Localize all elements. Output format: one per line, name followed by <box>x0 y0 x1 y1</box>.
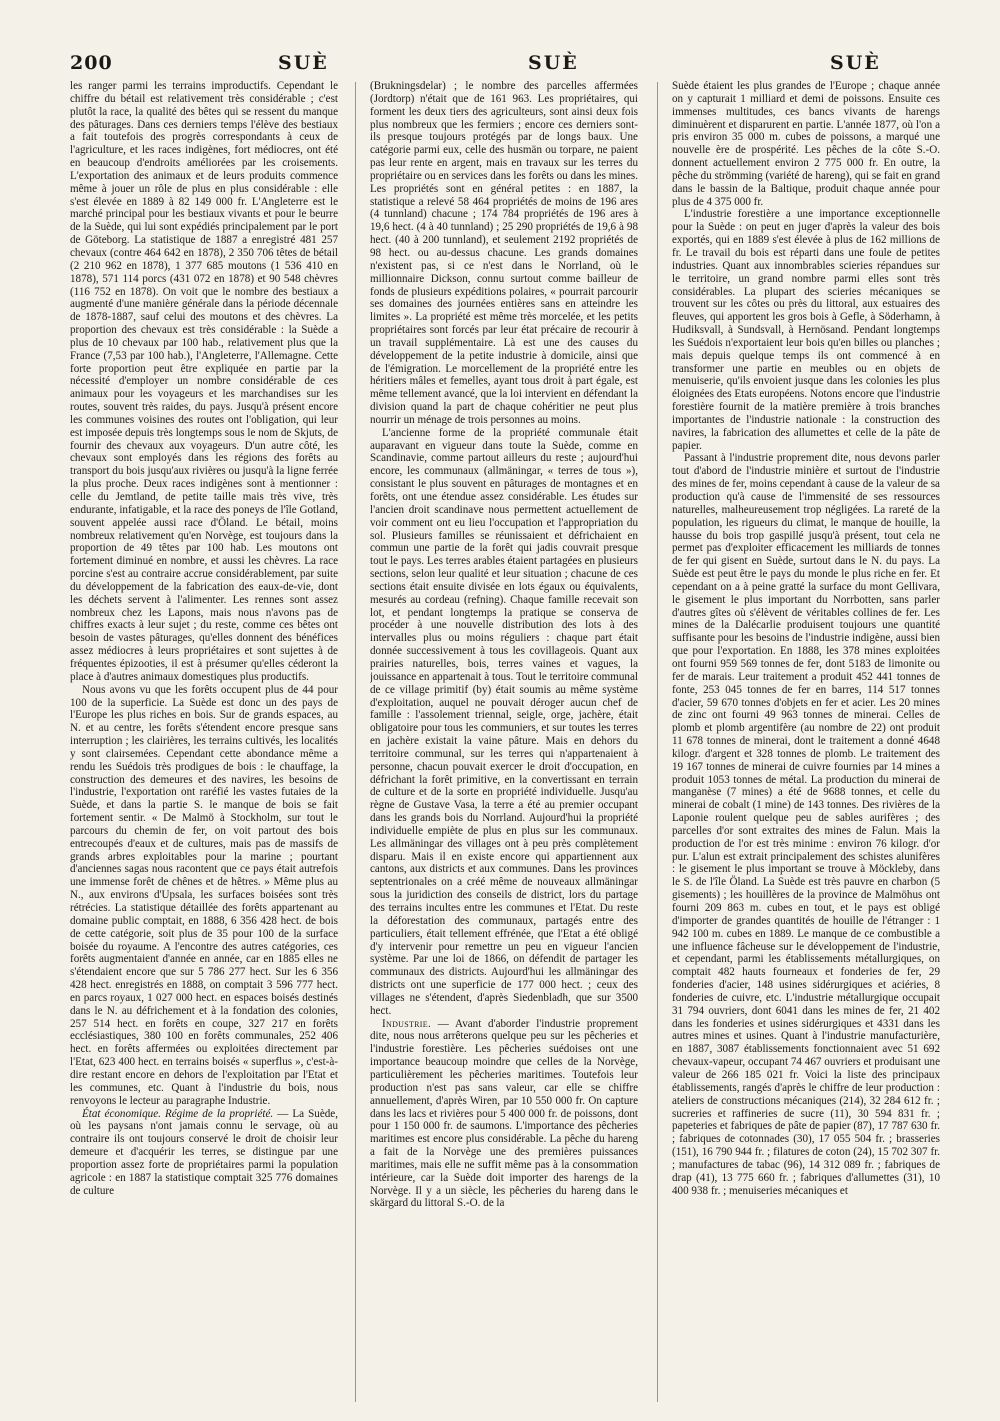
section-paragraph <box>370 1018 638 1211</box>
paragraph: Passant à l'industrie proprement dite, nous devons parler tout d'abord de l'industrie minière et surtout de l'industrie des mines de fer, moins cependant à cause de la valeur de sa production qu'à cause de l'immensité de ses ressources naturelles, malheureusement trop négligées. La rareté de la population, les rigueurs du climat, le manque de houille, la hausse du bois trop gaspillé jusqu'à présent, tout cela ne permet pas d'exploiter efficacement les milliards de tonnes de fer qui gisent en Suède, surtout dans le N. du pays. La Suède est peut être le pays du monde le plus riche en fer. Et cependant on a à peine gratté la surface du mont Gellivara, le gisement le plus important du Norrbotten, sans parler d'autres gîtes où s'élèvent de véritables collines de fer. Les mines de la Dalécarlie produisent toujours une quantité suffisante pour les besoins de l'industrie indigène, aussi bien que pour l'exportation. En 1888, les 378 mines exploitées ont fourni 959 569 tonnes de fer, dont 5183 de limonite ou fer de marais. Leur traitement a produit 452 441 tonnes de fonte, 253 045 tonnes de fer en barres, 114 517 tonnes d'acier, 59 670 tonnes d'objets en fer et acier. Les 20 mines de zinc ont fourni 49 963 tonnes de minerai. Celles de plomb et plomb argentifère (au nombre de 22) ont produit 11 678 tonnes de minerai, dont le traitement a donné 4648 kilogr. d'argent et 328 tonnes de plomb. Le traitement des 19 167 tonnes de minerai de cuivre fournies par 14 mines a produit 1053 tonnes de métal. La production du minerai de manganèse (7 mines) a été de 9688 tonnes, et celle du minerai de cobalt (1 mine) de 143 tonnes. Des rivières de la Laponie roulent quelque peu de sables aurifères ; des parcelles d'or sont extraites des mines de Falun. Mais la production de l'or est très minime : environ 76 kilogr. d'or pur. L'alun est extrait principalement des schistes alunifères : le gisement le plus important se trouve à Möckleby, dans le S. de l'île Öland. La Suède est très pauvre en charbon (5 gisements) ; les houillères de la province de Malmöhus ont fourni 209 863 m. cubes en tout, et le pays est obligé d'importer de grandes quantités de houille de l'étranger : 1 942 100 m. cubes en 1889. Le manque de ce combustible a une influence fâcheuse sur le développement de l'industrie, et cependant, parmi les établissements métallurgiques, on comptait 482 hauts fourneaux et fonderies de fer, 29 fonderies d'acier, 148 usines sidérurgiques et aciéries, 8 fonderies de cuivre, etc. L'industrie métallurgique occupait 31 794 ouvriers, dont 6041 dans les mines de fer, 21 402 dans les fonderies et usines sidérurgiques et 4331 dans les autres mines et usines. Quant à l'industrie manufacturière, en 1887, 3087 établissements fonctionnaient avec 51 692 chevaux-vapeur, occupant 74 467 ouvriers et produisant une valeur de 266 185 021 fr. Voici la liste des principaux établissements, rangés d'après le chiffre de leur production : ateliers de constructions mécaniques (214), 32 284 612 fr. ; sucreries et raffineries de sucre (11), 30 594 831 fr. ; papeteries et fabriques de pâte de papier (87), 17 787 630 fr. ; fabriques de cotonnades (30), 17 055 504 fr. ; brasseries (151), 16 790 944 fr. ; filatures de coton (24), 15 702 307 fr. ; manufactures de tabac (96), 14 312 089 fr. ; fabriques de drap (41), 13 775 660 fr. ; fabriques d'allumettes (31), 10 400 938 fr. ; menuiseries mécaniques et <box>672 452 940 1197</box>
section-heading: État économique. Régime de la propriété. <box>82 1107 274 1120</box>
paragraph: Nous avons vu que les forêts occupent plus de 44 pour 100 de la superficie. La Suède est donc un des pays de l'Europe les plus riches en bois. Sur de grands espaces, au N. et au centre, les forêts s'étendent encore presque sans interruption ; les clairières, les terrains cultivés, les localités y sont clairsemées. Cependant cette abondance même a rendu les Suédois très prodigues de bois : le chauffage, la construction des demeures et des navires, les besoins de l'industrie, l'exportation ont raréfié les vastes futaies de la Suède, et dans la partie S. le manque de bois se fait fortement sentir. « De Malmö à Stockholm, sur tout le parcours du chemin de fer, on voit partout des bois entrecoupés d'eaux et de cultures, mais pas de massifs de grands arbres exploitables pour la marine ; pourtant d'anciennes sagas nous racontent que ce pays était autrefois une immense forêt de chênes et de hêtres. » Même plus au N., aux environs d'Upsala, les surfaces boisées sont très rétrécies. La statistique détaillée des forêts appartenant au domaine public comptait, en 1888, 6 356 428 hect. de bois de cette catégorie, soit plus de 35 pour 100 de la surface boisée du royaume. A l'encontre des autres catégories, ces forêts augmentaient d'année en année, car en 1885 elles ne s'étendaient encore que sur 5 786 277 hect. Sur les 6 356 428 hect. enregistrés en 1888, on comptait 3 596 777 hect. en parcs royaux, 1 027 000 hect. en espaces boisés destinés dans le N. au défrichement et à la fondation des colonies, 257 514 hect. en forêts en coupe, 327 217 en forêts ecclésiastiques, 380 100 en forêts communales, 252 406 hect. en forêts affermées ou exploitées directement par l'Etat, 623 400 hect. en terrains boisés « superflus », c'est-à-dire restant encore en dehors de l'exploitation par l'Etat et les communes, etc. Quant à l'industrie du bois, nous renvoyons le lecteur au paragraphe Industrie. <box>70 683 338 1107</box>
text-columns <box>70 80 945 1405</box>
page-number: 200 <box>70 52 113 74</box>
section-paragraph <box>70 1108 338 1198</box>
paragraph: Suède étaient les plus grandes de l'Europe ; chaque année on y capturait 1 milliard et demi de poissons. Ensuite ces immenses multitudes, ces bancs vivants de harengs diminuèrent et disparurent en partie. L'année 1877, où l'on a pris environ 35 000 m. cubes de poissons, a marqué une nouvelle ère de prospérité. Les pêches de la côte S.-O. donnent actuellement environ 2 775 000 fr. En outre, la pêche du strömming (variété de hareng), qui se fait en grand dans le bassin de la Baltique, produit chaque année pour plus de 4 375 000 fr. <box>672 80 940 208</box>
paragraph-text: — La Suède, où les paysans n'ont jamais connu le servage, où au contraire ils ont toujours conservé le droit de choisir leur demeure et d'acquérir les terres, se distingue par une proportion assez forte de propriétaires parmi la population agricole : en 1887 la statistique comptait 325 776 domaines de culture <box>70 1107 338 1197</box>
section-heading: Industrie. <box>382 1017 432 1030</box>
column-1 <box>70 80 338 1405</box>
paragraph: les ranger parmi les terrains improductifs. Cependant le chiffre du bétail est relativement très considérable ; c'est plutôt la race, la qualité des bêtes qui se ressent du manque des pâturages. Dans ces derniers temps l'élève des bestiaux a fait toutefois des progrès correspondants à ceux de l'agriculture, et les races indigènes, fort médiocres, ont été en beaucoup d'endroits améliorées par les croisements. L'exportation des animaux et de leurs produits commence même à jouer un rôle de plus en plus considérable : elle s'est élevée en 1889 à 82 149 000 fr. L'Angleterre est le marché principal pour les bestiaux vivants et pour le beurre de la Suède, qui lui sont expédiés principalement par le port de Göteborg. La statistique de 1887 a enregistré 481 257 chevaux (contre 464 642 en 1878), 2 350 706 têtes de bétail (2 210 962 en 1878), 1 377 685 moutons (1 536 410 en 1878), 571 114 porcs (431 072 en 1878) et 90 548 chèvres (116 752 en 1878). On voit que le nombre des bestiaux a augmenté d'une manière générale dans la période décennale de 1878-1887, sauf celui des moutons et des chèvres. La proportion des chevaux est très considérable : la Suède a plus de 10 chevaux par 100 hab., relativement plus que la France (7,53 par 100 hab.), l'Angleterre, l'Allemagne. Cette forte proportion peut être expliquée en partie par la nécessité d'employer un nombre considérable de ces animaux pour les voyageurs et les marchandises sur les routes, souvent très raides, du pays. Jusqu'à présent encore les communes voisines des routes ont l'obligation, qui leur est imposée depuis très longtemps sous le nom de Skjuts, de fournir des chevaux aux voyageurs. D'un autre côté, les chevaux sont employés dans les régions des forêts au transport du bois jusqu'aux rivières ou jusqu'à la ligne ferrée la plus proche. Deux races indigènes sont à mentionner : celle du Jemtland, de petite taille mais très vive, très endurante, infatigable, et la race des poneys de l'île Gotland, souvent appelée aussi race d'Öland. Le bétail, moins nombreux relativement qu'en Norvège, est toujours dans la proportion de 49 têtes par 100 hab. Les moutons ont fortement diminué en nombre, et aussi les chèvres. La race porcine s'est au contraire accrue considérablement, par suite du développement de la fabrication des eaux-de-vie, dont les déchets servent à l'alimenter. Les rennes sont assez nombreux chez les Lapons, mais nous n'avons pas de chiffres exacts à leur sujet ; du reste, comme ces bêtes ont besoin de vastes pâturages, qu'elles donnent des bénéfices assez médiocres à leurs propriétaires et sont sujettes à de fréquentes épizooties, il est à présumer qu'elles céderont la place à d'autres animaux domestiques plus productifs. <box>70 80 338 683</box>
paragraph-text: — Avant d'aborder l'industrie proprement dite, nous nous arrêterons quelque peu sur les pêcheries et l'industrie forestière. Les pêcheries suédoises ont une importance beaucoup moindre que celles de la Norvège, particulièrement les pêcheries maritimes. Toutefois leur production n'est pas sans valeur, car elle se chiffre annuellement, d'après Wiren, par 10 550 000 fr. On capture dans les lacs et rivières pour 5 400 000 fr. de poissons, dont pour 1 150 000 fr. de saumons. L'importance des pêcheries maritimes est encore plus considérable. La pêche du hareng a fait de la Norvège une des premières puissances maritimes, mais elle ne suffit même pas à la consommation intérieure, car la Suède doit importer des harengs de la Norvège. Il y a un siècle, les pêcheries du hareng dans le skärgard du littoral S.-O. de la <box>370 1017 638 1210</box>
running-head-center: SUÈ <box>528 52 579 74</box>
running-head-left: SUÈ <box>278 52 329 74</box>
column-2 <box>370 80 638 1405</box>
running-head-right: SUÈ <box>830 52 881 74</box>
paragraph: L'ancienne forme de la propriété communale était auparavant en vigueur dans toute la Suède, comme en Scandinavie, comme partout ailleurs du reste ; aujourd'hui encore, les communaux (allmäningar, « terres de tous »), consistant le plus souvent en pâturages de montagnes et en forêts, ont une étendue assez considérable. Les études sur l'ancien droit scandinave nous permettent actuellement de voir comment ont eu lieu l'occupation et l'appropriation du sol. Plusieurs familles se réunissaient et défrichaient en commun une partie de la forêt qui jadis couvrait presque tout le pays. Les terres arables étaient partagées en plusieurs sections, selon leur qualité et leur situation ; chacune de ces sections était ensuite divisée en lots égaux ou équivalents, mesurés au cordeau (refning). Chaque famille recevait son lot, et pendant longtemps la pratique se conserva de procéder à une nouvelle distribution des lots à des intervalles plus ou moins réguliers : chaque part était donnée successivement à tous les covillageois. Quant aux prairies naturelles, bois, terres vaines et vagues, la jouissance en appartenait à tous. Tout le territoire communal de ce village primitif (by) était soumis au même système d'exploitation, auquel ne pouvait déroger aucun chef de famille : l'assolement triennal, seigle, orge, jachère, était obligatoire pour tous les communiers, et sur toutes les terres en jachère existait la vaine pâture. Mais en dehors du territoire communal, sur les terres qui n'appartenaient à personne, chacun pouvait exercer le droit d'occupation, en défrichant la forêt primitive, en la convertissant en terrain de culture et de la sorte en propriété individuelle. Jusqu'au règne de Gustave Vasa, la terre a été au premier occupant dans les grands bois du Norrland. Aujourd'hui la propriété individuelle empiète de plus en plus sur les communaux. Les allmäningar des villages ont à peu près complètement disparu. Mais il en existe encore qui appartiennent aux cantons, aux districts et aux communes. Dans les provinces septentrionales on a créé même de nouveaux allmäningar sous la juridiction des conseils de district, lors du partage des terrains incultes entre les communes et l'Etat. Du reste la déforestation des communaux, partagés entre des particuliers, était tellement effrénée, que l'Etat a été obligé d'y intervenir pour remettre un peu en vigueur l'ancien système. Par une loi de 1866, on défendit de partager les communaux des districts. Aujourd'hui les allmäningar des districts ont une superficie de 177 000 hect. ; ceux des villages ne s'étendent, d'après Siedenbladh, que sur 3500 hect. <box>370 426 638 1017</box>
column-3 <box>672 80 940 1405</box>
paragraph: (Brukningsdelar) ; le nombre des parcelles affermées (Jordtorp) n'était que de 161 963. Les propriétaires, qui forment les deux tiers des agriculteurs, sont ainsi deux fois plus nombreux que les fermiers ; encore ces derniers sont-ils presque toujours protégés par de longs baux. Une catégorie parmi eux, celle des husmän ou torpare, ne paient pas leur rente en argent, mais en travaux sur les terres du propriétaire ou en services dans les forêts ou dans les mines. Les propriétés sont en général petites : en 1887, la statistique a relevé 58 464 propriétés de moins de 196 ares (4 tunnland) chacune ; 174 784 propriétés de 196 ares à 19,6 hect. (4 à 40 tunnland) ; 25 290 propriétés de 19,6 à 98 hect. (40 à 200 tunnland), et seulement 2192 propriétés de 98 hect. ou au-dessus chacune. Les grands domaines n'existent pas, si ce n'est dans le Norrland, où le millionnaire Dickson, connu surtout comme bailleur de fonds de plusieurs expéditions polaires, « pourrait parcourir ses domaines des journées entières sans en atteindre les limites ». La propriété est même très morcelée, et les petits propriétaires sont forcés par leur état précaire de recourir à un travail supplémentaire. Là est une des causes du développement de la petite industrie à domicile, ainsi que de l'émigration. Le morcellement de la propriété entre les héritiers mâles et femelles, ayant tous droit à part égale, est même tellement avancé, que la loi intervient en défendant la division quand la part de chaque cohéritier ne peut plus nourrir un ménage de trois personnes au moins. <box>370 80 638 426</box>
paragraph: L'industrie forestière a une importance exceptionnelle pour la Suède : on peut en juger d'après la valeur des bois exportés, qui en 1889 s'est élevée à plus de 162 millions de fr. Le travail du bois est réparti dans une foule de petites industries. Quant aux innombrables scieries répandues sur le territoire, un grand nombre parmi elles sont très considérables. La plupart des scieries mécaniques se trouvent sur les côtes ou près du littoral, aux estuaires des fleuves, qui apportent les gros bois à Gefle, à Söderhamn, à Hudiksvall, à Sundsvall, à Hernösand. Pendant longtemps les Suédois n'exportaient leur bois qu'en billes ou planches ; mais depuis quelque temps ils ont commencé à en transformer une partie en meubles ou en objets de menuiserie, qu'ils envoient jusque dans les colonies les plus éloignées des Etats européens. Notons encore que l'industrie forestière fournit de la matière première à trois branches importantes de l'industrie nationale : la construction des navires, la fabrication des allumettes et celle de la pâte de papier. <box>672 208 940 452</box>
page-header <box>70 52 945 80</box>
